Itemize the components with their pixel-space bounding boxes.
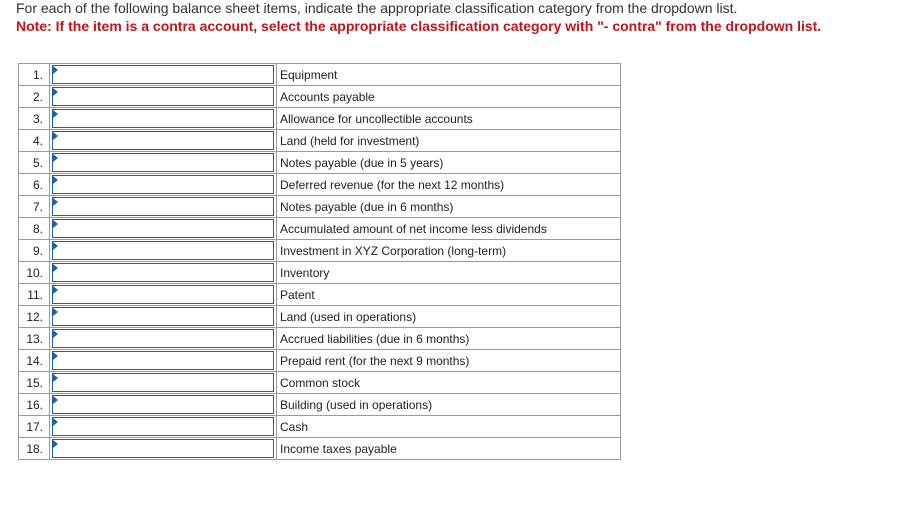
classification-table (18, 63, 621, 460)
classification-dropdown[interactable] (52, 329, 274, 348)
contra-note: Note: If the item is a contra account, select the appropriate classification category with "- contra" from the dropdown list. (16, 18, 822, 34)
classification-dropdown[interactable] (52, 241, 274, 260)
classification-dropdown[interactable] (52, 439, 274, 458)
table-row (19, 130, 621, 152)
table-row (19, 174, 621, 196)
item-number: 13. (19, 328, 50, 350)
table-row (19, 372, 621, 394)
dropdown-marker-icon (53, 88, 58, 96)
table-row (19, 240, 621, 262)
item-description: Deferred revenue (for the next 12 months) (277, 174, 621, 196)
item-number: 8. (19, 218, 50, 240)
dropdown-marker-icon (53, 220, 58, 228)
dropdown-marker-icon (53, 440, 58, 448)
classification-cell (50, 394, 277, 416)
item-description: Accounts payable (277, 86, 621, 108)
dropdown-marker-icon (53, 66, 58, 74)
classification-cell (50, 108, 277, 130)
classification-dropdown[interactable] (52, 175, 274, 194)
item-number: 11. (19, 284, 50, 306)
classification-cell (50, 152, 277, 174)
classification-dropdown[interactable] (52, 87, 274, 106)
classification-dropdown[interactable] (52, 219, 274, 238)
item-number: 5. (19, 152, 50, 174)
table-row (19, 108, 621, 130)
table-row (19, 328, 621, 350)
table-row (19, 438, 621, 460)
item-number: 15. (19, 372, 50, 394)
classification-cell (50, 64, 277, 86)
classification-cell (50, 416, 277, 438)
dropdown-marker-icon (53, 132, 58, 140)
classification-dropdown[interactable] (52, 351, 274, 370)
classification-dropdown[interactable] (52, 109, 274, 128)
item-description: Prepaid rent (for the next 9 months) (277, 350, 621, 372)
item-description: Land (used in operations) (277, 306, 621, 328)
instruction-text: For each of the following balance sheet items, indicate the appropriate classification category from the dropdown list. (16, 0, 738, 16)
table-row (19, 262, 621, 284)
classification-dropdown[interactable] (52, 153, 274, 172)
classification-dropdown[interactable] (52, 263, 274, 282)
classification-dropdown[interactable] (52, 395, 274, 414)
item-description: Equipment (277, 64, 621, 86)
item-number: 6. (19, 174, 50, 196)
item-number: 1. (19, 64, 50, 86)
table-row (19, 306, 621, 328)
item-number: 9. (19, 240, 50, 262)
table-row (19, 64, 621, 86)
dropdown-marker-icon (53, 264, 58, 272)
classification-cell (50, 328, 277, 350)
item-description: Investment in XYZ Corporation (long-term) (277, 240, 621, 262)
table-row (19, 196, 621, 218)
item-description: Accumulated amount of net income less dividends (277, 218, 621, 240)
dropdown-marker-icon (53, 352, 58, 360)
item-number: 16. (19, 394, 50, 416)
classification-cell (50, 240, 277, 262)
table-row (19, 284, 621, 306)
item-description: Building (used in operations) (277, 394, 621, 416)
table-row (19, 218, 621, 240)
item-description: Accrued liabilities (due in 6 months) (277, 328, 621, 350)
classification-cell (50, 438, 277, 460)
item-description: Income taxes payable (277, 438, 621, 460)
dropdown-marker-icon (53, 110, 58, 118)
classification-cell (50, 350, 277, 372)
table-row (19, 394, 621, 416)
dropdown-marker-icon (53, 330, 58, 338)
classification-cell (50, 196, 277, 218)
item-description: Land (held for investment) (277, 130, 621, 152)
item-description: Notes payable (due in 6 months) (277, 196, 621, 218)
classification-dropdown[interactable] (52, 373, 274, 392)
table-row (19, 152, 621, 174)
table-row (19, 86, 621, 108)
item-number: 12. (19, 306, 50, 328)
item-description: Common stock (277, 372, 621, 394)
item-number: 14. (19, 350, 50, 372)
classification-cell (50, 284, 277, 306)
item-number: 7. (19, 196, 50, 218)
dropdown-marker-icon (53, 242, 58, 250)
classification-dropdown[interactable] (52, 285, 274, 304)
item-number: 17. (19, 416, 50, 438)
classification-dropdown[interactable] (52, 417, 274, 436)
table-row (19, 350, 621, 372)
dropdown-marker-icon (53, 418, 58, 426)
classification-dropdown[interactable] (52, 197, 274, 216)
item-number: 18. (19, 438, 50, 460)
item-description: Inventory (277, 262, 621, 284)
classification-dropdown[interactable] (52, 131, 274, 150)
item-number: 2. (19, 86, 50, 108)
item-description: Patent (277, 284, 621, 306)
dropdown-marker-icon (53, 374, 58, 382)
classification-cell (50, 86, 277, 108)
classification-cell (50, 218, 277, 240)
classification-dropdown[interactable] (52, 307, 274, 326)
classification-cell (50, 174, 277, 196)
dropdown-marker-icon (53, 308, 58, 316)
dropdown-marker-icon (53, 198, 58, 206)
item-description: Allowance for uncollectible accounts (277, 108, 621, 130)
dropdown-marker-icon (53, 176, 58, 184)
dropdown-marker-icon (53, 396, 58, 404)
table-row (19, 416, 621, 438)
item-number: 4. (19, 130, 50, 152)
item-description: Cash (277, 416, 621, 438)
classification-cell (50, 372, 277, 394)
dropdown-marker-icon (53, 286, 58, 294)
item-number: 3. (19, 108, 50, 130)
item-description: Notes payable (due in 5 years) (277, 152, 621, 174)
classification-dropdown[interactable] (52, 65, 274, 84)
classification-cell (50, 306, 277, 328)
dropdown-marker-icon (53, 154, 58, 162)
classification-cell (50, 262, 277, 284)
classification-cell (50, 130, 277, 152)
item-number: 10. (19, 262, 50, 284)
